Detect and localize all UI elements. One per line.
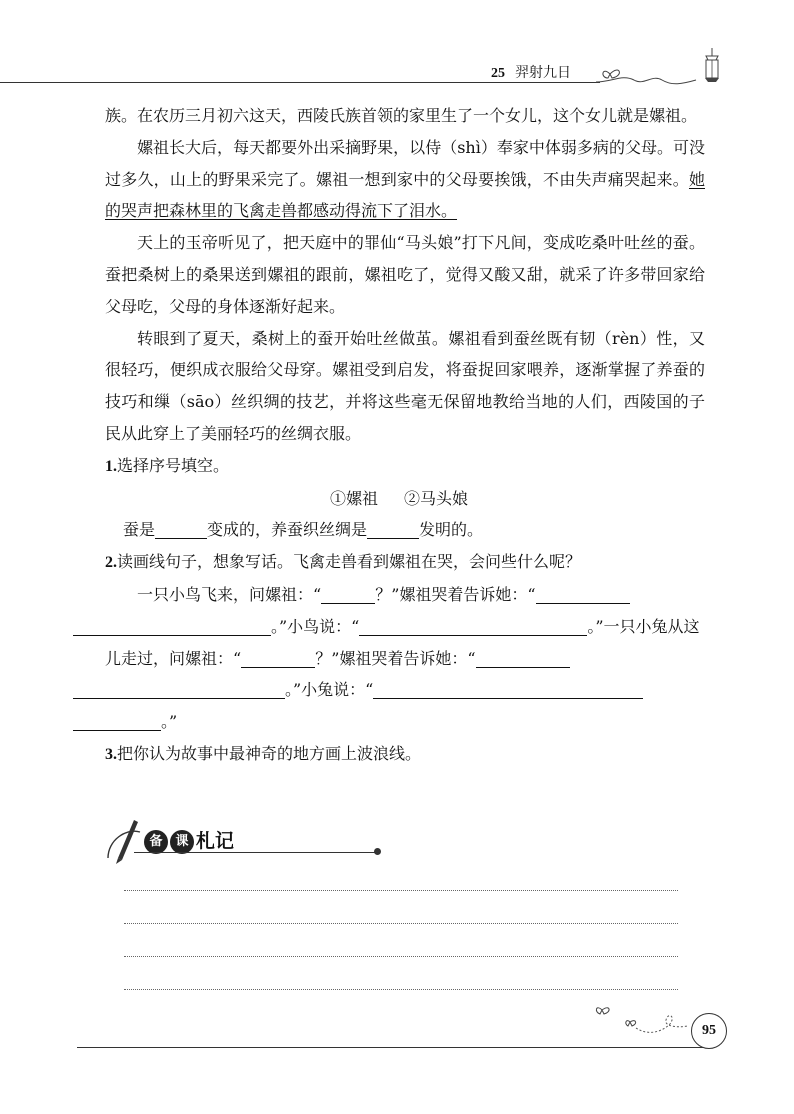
question-2: [105, 546, 705, 579]
question-2-text: 读画线句子，想象写话。飞禽走兽看到嫘祖在哭，会问些什么呢？: [117, 552, 582, 572]
writing-blank-6b[interactable]: [73, 710, 161, 731]
option-1: ①嫘祖: [330, 488, 379, 508]
story-paragraph-3: 天上的玉帝听见了，把天庭中的罪仙“马头娘”打下凡间，变成吃桑叶吐丝的蚕。蚕把桑树上的桑果送到嫘祖的跟前，嫘祖吃了，觉得又酸又甜，就采了许多带回家给父母吃，父母的身体逐渐好起来。: [105, 233, 705, 316]
writing-blank-1[interactable]: [321, 583, 375, 604]
story-paragraph-4: 转眼到了夏天，桑树上的蚕开始吐丝做茧。嫘祖看到蚕丝既有韧（rèn）性，又很轻巧，便织成衣服给父母穿。嫘祖受到启发，将蚕捉回家喂养，逐渐掌握了养蚕的技巧和缫（sāo）丝织绸的技艺，并将这些毫无保留地教给当地的人们，西陵国的子民从此穿上了美丽轻巧的丝绸衣服。: [105, 328, 705, 443]
notes-title-text: 札记: [196, 830, 235, 852]
notes-title: [144, 826, 234, 854]
question-1-text: 选择序号填空。: [117, 455, 230, 475]
writing-text-2: ？”嫘祖哭着告诉她：“: [375, 584, 536, 604]
butterfly-lantern-decoration-icon: [592, 44, 722, 94]
writing-blank-6a[interactable]: [373, 678, 643, 699]
writing-blank-2b[interactable]: [73, 615, 271, 636]
fill-text-c: 发明的。: [419, 520, 484, 540]
notes-writing-line-1[interactable]: [124, 890, 678, 891]
writing-blank-5b[interactable]: [73, 678, 285, 699]
writing-text-4: 。”一只小兔从这儿走过，问嫘祖：“: [105, 616, 700, 668]
question-3-text: 把你认为故事中最神奇的地方画上波浪线。: [117, 743, 422, 763]
question-2-number: 2.: [105, 554, 117, 572]
writing-text-3: 。”小鸟说：“: [271, 616, 360, 636]
footer-rule: [77, 1047, 710, 1048]
notes-writing-line-2[interactable]: [124, 923, 678, 924]
notes-rule-dot: [374, 848, 381, 855]
option-2: ②马头娘: [404, 488, 469, 508]
answer-blank-1[interactable]: [155, 518, 207, 539]
page-number: 95: [691, 1013, 727, 1049]
notes-writing-line-4[interactable]: [124, 989, 678, 990]
writing-text-7: 。”: [161, 712, 178, 732]
butterfly-swirl-decoration-icon: [592, 998, 692, 1038]
lesson-title: 羿射九日: [515, 65, 571, 81]
underlined-sentence: 她的哭声把森林里的飞禽走兽都感动得流下了泪水。: [105, 169, 705, 221]
notes-writing-line-3[interactable]: [124, 956, 678, 957]
writing-text-1: 一只小鸟飞来，问嫘祖：“: [137, 584, 322, 604]
header-rule: [0, 82, 600, 83]
writing-blank-5a[interactable]: [476, 647, 570, 668]
lesson-number: 25: [491, 66, 505, 81]
fill-text-b: 变成的，养蚕织丝绸是: [207, 520, 368, 540]
lesson-notes-section: [104, 818, 394, 868]
page-header: [0, 58, 794, 98]
question-2-writing: [105, 579, 705, 738]
brush-pen-icon: [104, 818, 146, 866]
story-paragraph-2: [105, 132, 705, 227]
writing-blank-3[interactable]: [359, 615, 587, 636]
answer-blank-2[interactable]: [367, 518, 419, 539]
writing-text-6: 。”小兔说：“: [285, 680, 374, 700]
notes-pill-1: 备: [144, 830, 168, 854]
header-lesson: [491, 62, 571, 82]
question-1: [105, 450, 705, 483]
question-1-number: 1.: [105, 457, 117, 475]
paragraph-2-text: 嫘祖长大后，每天都要外出采摘野果，以侍（shì）奉家中体弱多病的父母。可没过多久，山上的野果采完了。嫘祖一想到家中的父母要挨饿，不由失声痛哭起来。: [105, 137, 705, 189]
question-3: [105, 738, 705, 771]
notes-rule: [134, 852, 378, 853]
question-1-fill: [105, 514, 705, 546]
fill-text-a: 蚕是: [123, 520, 156, 540]
notes-pill-2: 课: [170, 830, 194, 854]
writing-blank-2a[interactable]: [536, 583, 630, 604]
question-1-options: [105, 483, 705, 515]
story-paragraph-1: 族。在农历三月初六这天，西陵氏族首领的家里生了一个女儿，这个女儿就是嫘祖。: [105, 106, 698, 125]
writing-blank-4[interactable]: [241, 647, 315, 668]
main-content: [105, 100, 705, 771]
writing-text-5: ？”嫘祖哭着告诉她：“: [315, 648, 476, 668]
question-3-number: 3.: [105, 745, 117, 763]
